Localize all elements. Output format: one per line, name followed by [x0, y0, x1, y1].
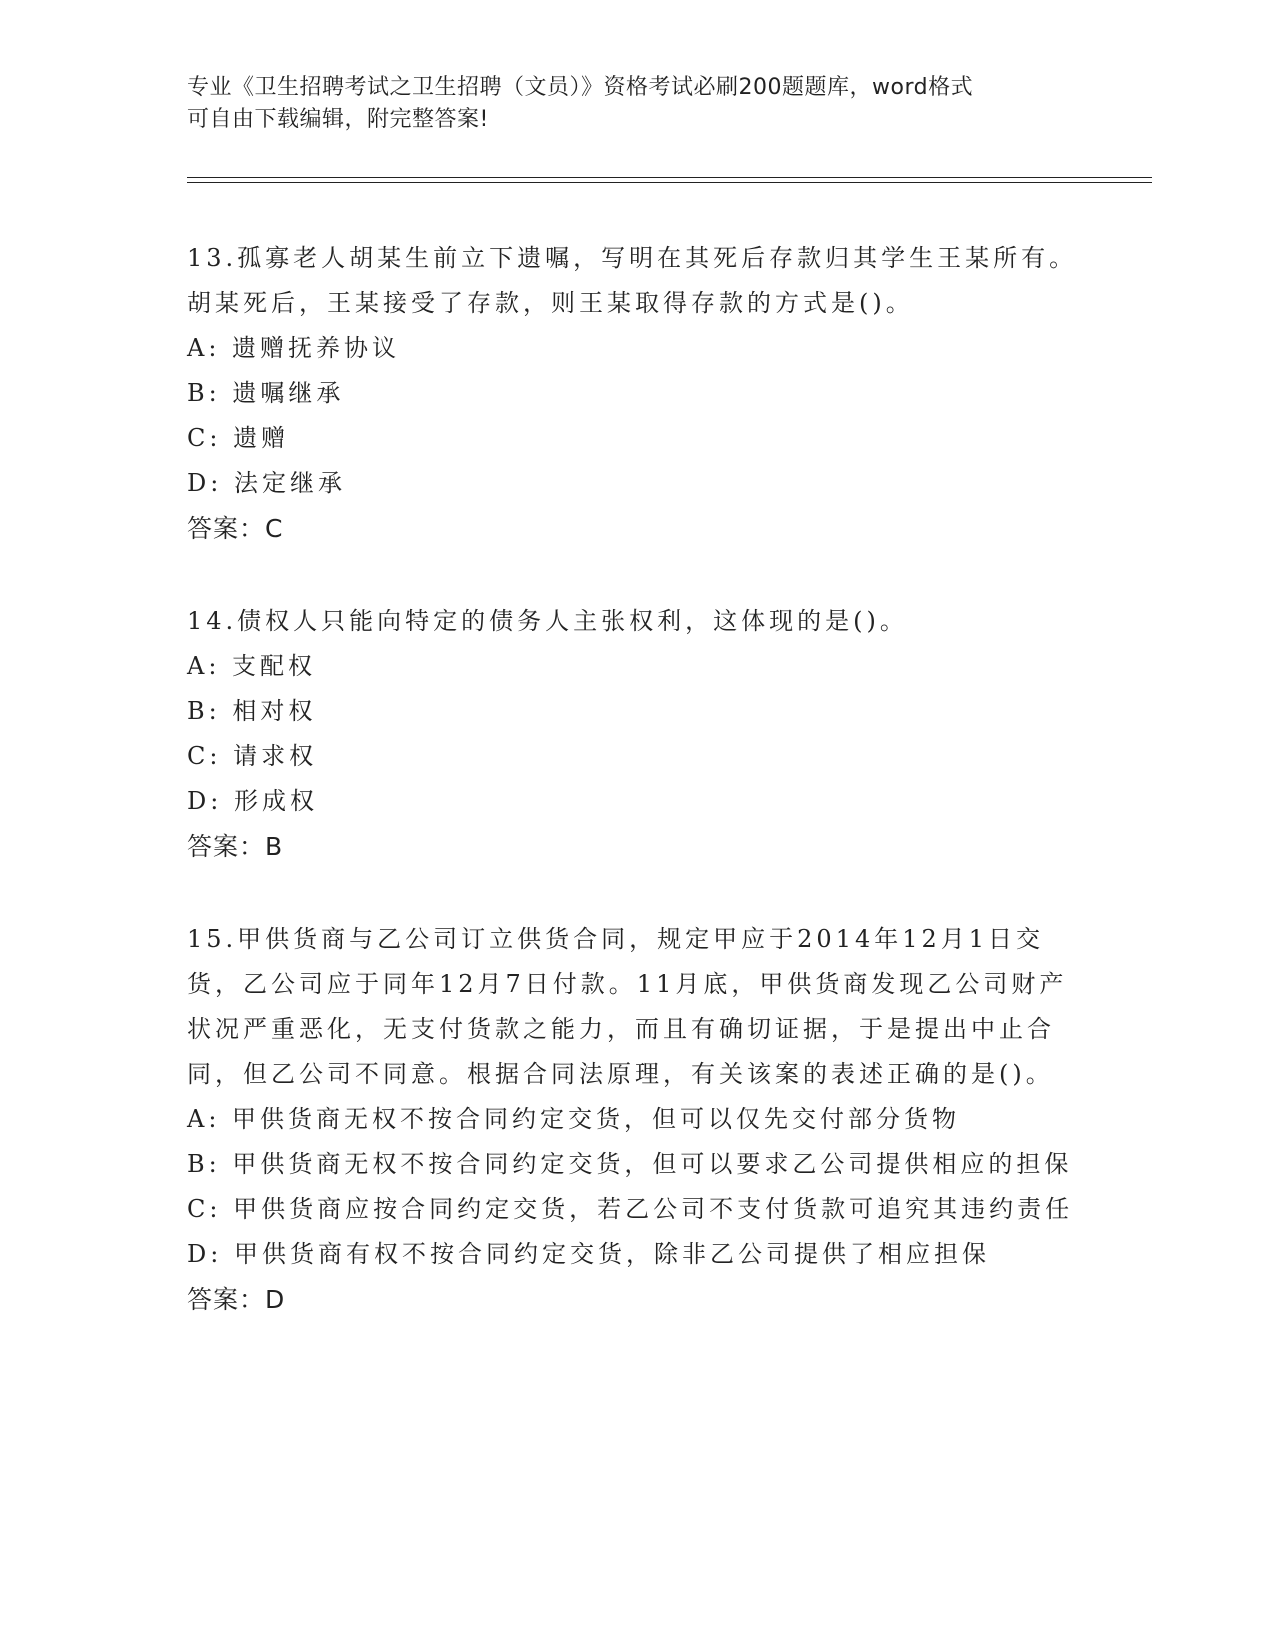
header-line-1: 专业《卫生招聘考试之卫生招聘（文员）》资格考试必刷200题题库，word格式: [187, 75, 974, 100]
option-a: A: 甲供货商无权不按合同约定交货，但可以仅先交付部分货物: [187, 1105, 961, 1133]
option-b: B: 遗嘱继承: [187, 379, 345, 407]
option-c: C: 甲供货商应按合同约定交货，若乙公司不支付货款可追究其违约责任: [187, 1195, 1074, 1223]
header-rule-top: [187, 177, 1152, 178]
option-d: D: 甲供货商有权不按合同约定交货，除非乙公司提供了相应担保: [187, 1240, 990, 1268]
question-15: [187, 917, 1087, 1322]
question-text: 14.债权人只能向特定的债务人主张权利，这体现的是()。: [187, 607, 908, 635]
option-c: C: 请求权: [187, 742, 318, 770]
option-b: B: 相对权: [187, 697, 317, 725]
header-line-2: 可自由下载编辑，附完整答案!: [187, 107, 489, 132]
option-a: A: 遗赠抚养协议: [187, 334, 401, 362]
answer: 答案：C: [187, 514, 284, 543]
question-text: 15.甲供货商与乙公司订立供货合同，规定甲应于2014年12月1日交货，乙公司应于同年12月7日付款。11月底，甲供货商发现乙公司财产状况严重恶化，无支付货款之能力，而且有确切证据，于是提出中止合同，但乙公司不同意。根据合同法原理，有关该案的表述正确的是()。: [187, 925, 1068, 1088]
option-c: C: 遗赠: [187, 424, 290, 452]
question-14: [187, 599, 1087, 869]
option-d: D: 法定继承: [187, 469, 346, 497]
option-a: A: 支配权: [187, 652, 317, 680]
option-b: B: 甲供货商无权不按合同约定交货，但可以要求乙公司提供相应的担保: [187, 1150, 1073, 1178]
question-text: 13.孤寡老人胡某生前立下遗嘱，写明在其死后存款归其学生王某所有。胡某死后，王某接受了存款，则王某取得存款的方式是()。: [187, 244, 1078, 317]
answer: 答案：B: [187, 832, 284, 861]
question-list: [187, 236, 1087, 1370]
header-rule-bottom: [187, 182, 1152, 183]
answer: 答案：D: [187, 1285, 286, 1314]
document-header: [187, 72, 1067, 136]
question-13: [187, 236, 1087, 551]
option-d: D: 形成权: [187, 787, 318, 815]
